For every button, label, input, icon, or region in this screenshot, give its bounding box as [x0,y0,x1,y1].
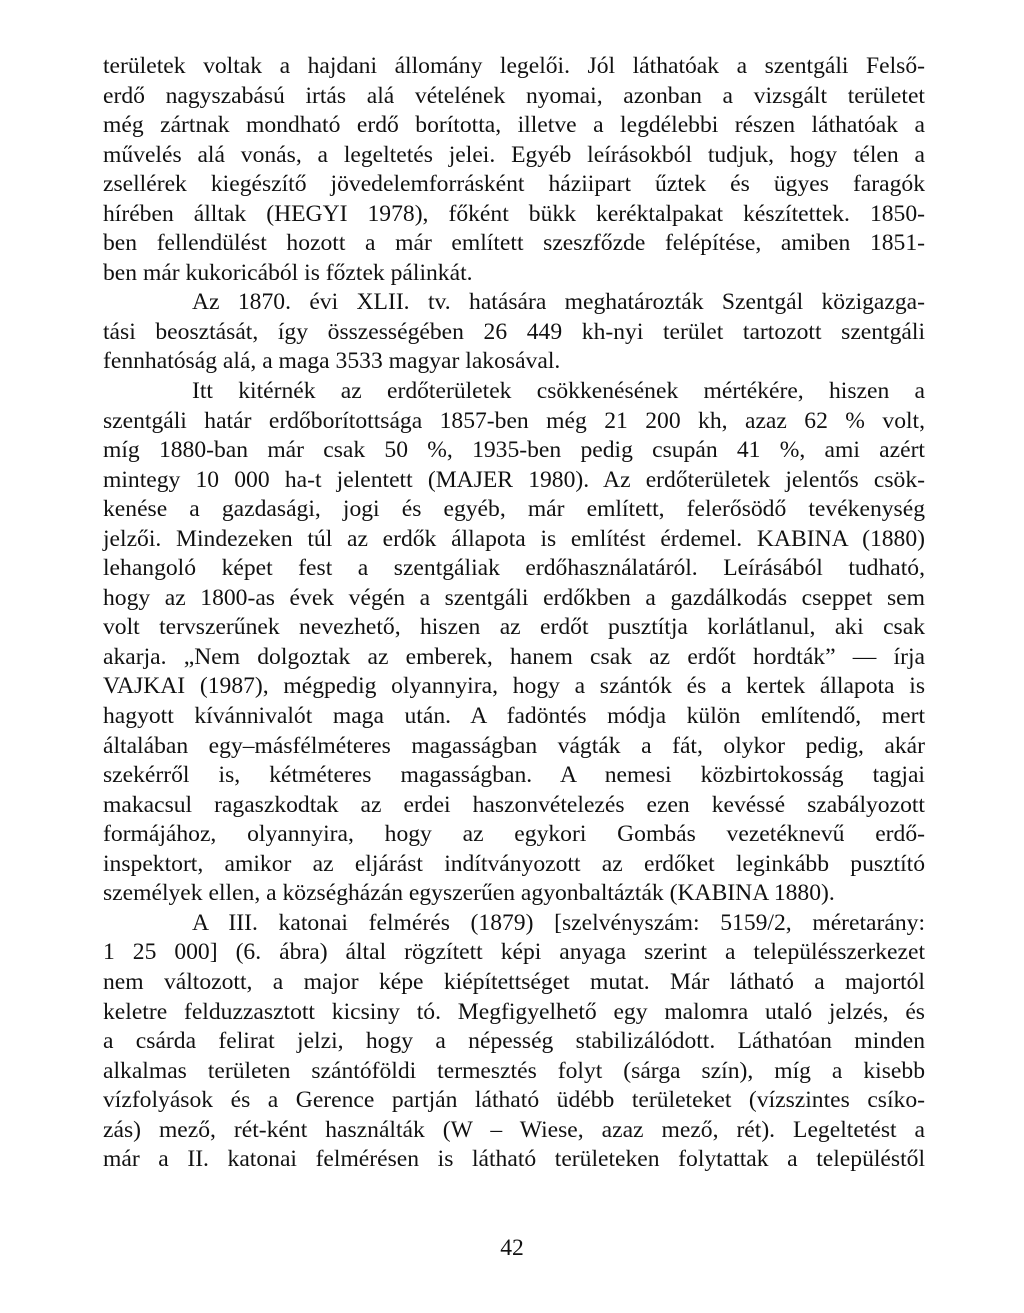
paragraph-4 [103,909,925,1175]
page-body [103,52,925,1175]
text-line: tási beosztását, így összességében 26 449 kh-nyi terület tartozott szentgáli [103,318,925,345]
text-line: még zártnak mondható erdő borította, illetve a legdélebbi részen láthatóak a [103,112,925,139]
text-line: hogy az 1800-as évek végén a szentgáli erdőkben a gazdálkodás cseppet sem [103,584,925,611]
text-line: lehangoló képet fest a szentgáliak erdőhasználatáról. Leírásából tudható, [103,555,925,582]
text-line: A III. katonai felmérés (1879) [szelvényszám: 5159/2, méretarány: [192,909,925,936]
text-line: kenése a gazdasági, jogi és egyéb, már említett, felerősödő tevékenység [103,496,925,523]
text-line: hagyott kívánnivalót maga után. A fadöntés módja külön említendő, mert [103,703,925,730]
paragraph-3 [103,377,925,909]
text-line: volt tervszerűnek nevezhető, hiszen az erdőt pusztítja korlátlanul, aki csak [103,614,925,641]
text-line: területek voltak a hajdani állomány legelői. Jól láthatóak a szentgáli Felső- [103,53,925,79]
text-line: keletre felduzzasztott kicsiny tó. Megfigyelhető egy malomra utaló jelzés, és [103,998,925,1025]
text-line: jelzői. Mindezeken túl az erdők állapota is említést érdemel. KABINA (1880) [103,525,925,552]
text-line: általában egy–másfélméteres magasságban vágták a fát, olykor pedig, akár [103,732,925,759]
text-line: inspektort, amikor az eljárást indítványozott az erdőket leginkább pusztító [103,850,925,877]
text-line: fennhatóság alá, a maga 3533 magyar lakosával. [103,348,561,375]
text-line: Itt kitérnék az erdőterületek csökkenésének mértékére, hiszen a [192,378,925,405]
text-line: alkalmas területen szántóföldi termesztés folyt (sárga szín), míg a kisebb [103,1057,925,1084]
text-line: hírében álltak (HEGYI 1978), főként bükk keréktalpakat készítettek. 1850- [103,200,925,227]
text-line: már a II. katonai felmérésen is látható területeken folytattak a településtől [103,1146,925,1173]
text-line: személyek ellen, a községházán egyszerűen agyonbaltázták (KABINA 1880). [103,880,835,907]
text-line: míg 1880-ban már csak 50 %, 1935-ben pedig csupán 41 %, ami azért [103,437,925,464]
text-line: formájához, olyannyira, hogy az egykori Gombás vezetéknevű erdő- [103,821,925,848]
text-line: nem változott, a major képe kiépítettséget mutat. Már látható a majortól [103,968,925,995]
paragraph-1 [103,52,925,288]
text-line: 1 25 000] (6. ábra) által rögzített képi anyaga szerint a településszerkezet [103,939,925,966]
paragraph-2 [103,288,925,377]
text-line: a csárda felirat jelzi, hogy a népesség stabilizálódott. Láthatóan minden [103,1028,925,1055]
text-line: akarja. „Nem dolgoztak az emberek, hanem csak az erdőt hordták” — írja [103,643,925,670]
text-line: VAJKAI (1987), mégpedig olyannyira, hogy a szántók és a kertek állapota is [103,673,925,700]
text-line: szentgáli határ erdőborítottsága 1857-ben még 21 200 kh, azaz 62 % volt, [103,407,925,434]
text-line: erdő nagyszabású irtás alá vételének nyomai, azonban a vizsgált területet [103,82,925,109]
text-line: szekérről is, kétméteres magasságban. A nemesi közbirtokosság tagjai [103,762,925,789]
text-line: Az 1870. évi XLII. tv. hatására meghatározták Szentgál közigazga- [192,289,925,316]
text-line: zás) mező, rét-ként használták (W – Wiese, azaz mező, rét). Legeltetést a [103,1116,925,1143]
text-line: makacsul ragaszkodtak az erdei haszonvételezés ezen kevéssé szabályozott [103,791,925,818]
text-line: művelés alá vonás, a legeltetés jelei. Egyéb leírásokból tudjuk, hogy télen a [103,141,925,168]
text-line: ben már kukoricából is főztek pálinkát. [103,259,473,286]
text-line: ben fellendülést hozott a már említett szeszfőzde felépítése, amiben 1851- [103,230,925,257]
page-number: 42 [500,1235,524,1261]
text-line: mintegy 10 000 ha-t jelentett (MAJER 1980). Az erdőterületek jelentős csök- [103,466,925,493]
text-line: vízfolyások és a Gerence partján látható üdébb területeket (vízszintes csíko- [103,1087,925,1114]
text-line: zsellérek kiegészítő jövedelemforrásként háziipart űztek és ügyes faragók [103,171,925,198]
